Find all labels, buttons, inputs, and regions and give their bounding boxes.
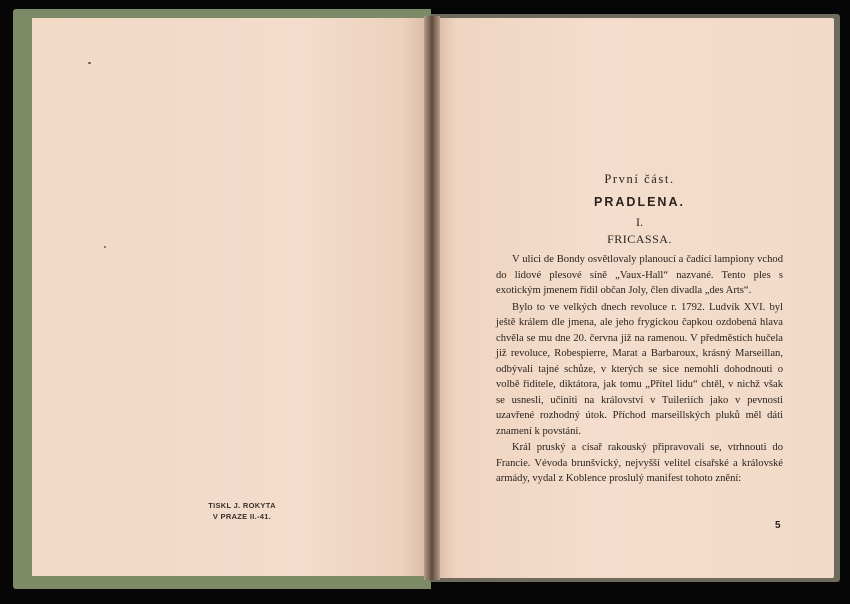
paper-speck <box>104 246 106 248</box>
imprint-line: V PRAZE II.-41. <box>212 512 272 521</box>
paragraph: Bylo to ve velkých dnech revoluce r. 1792. Ludvík XVI. byl ještě králem dle jmena, ale jeho frygickou čapkou ozdobená hlava chvěla se mu dne 20. června již na ramenou. V předměstích hučela již revoluce, Robespierre, Marat a Barbaroux, krásný Marseillan, odbývali tajné schůze, v kterých se sice nemohli dohodnouti o volbě řiditele, diktátora, jak tomu „Přítel lidu“ chtěl, v nichž však se usnesli, učiniti na království v Tuileriích jako v pevnosti uzavřené rozhodný útok. Příchod marseillských pluků měl dáti znamení k povstání. <box>496 301 783 437</box>
paper-speck <box>88 62 91 64</box>
chapter-text-block <box>496 172 783 488</box>
left-page <box>32 18 426 576</box>
chapter-title: FRICASSA. <box>607 232 672 246</box>
paragraph: V ulici de Bondy osvětlovaly planoucí a čadící lampiony vchod do lidové plesové síně „Vaux-Hall“ nazvané. Tento ples s exotickým jmenem řídil občan Joly, člen divadla „des Arts“. <box>496 254 783 296</box>
book-title: PRADLENA. <box>594 195 685 209</box>
chapter-number: I. <box>636 215 643 229</box>
imprint-line: TISKL J. ROKYTA <box>208 501 276 510</box>
printer-imprint <box>197 500 287 522</box>
page-number: 5 <box>775 520 781 531</box>
paragraph: Král pruský a císař rakouský připravovali se, vtrhnouti do Francie. Vévoda brunšvický, nejvyšší velitel císařské a královské armády, vydal z Koblence proslulý manifest tohoto znění: <box>496 442 783 484</box>
book-gutter <box>424 16 440 580</box>
part-heading: První část. <box>604 172 675 186</box>
